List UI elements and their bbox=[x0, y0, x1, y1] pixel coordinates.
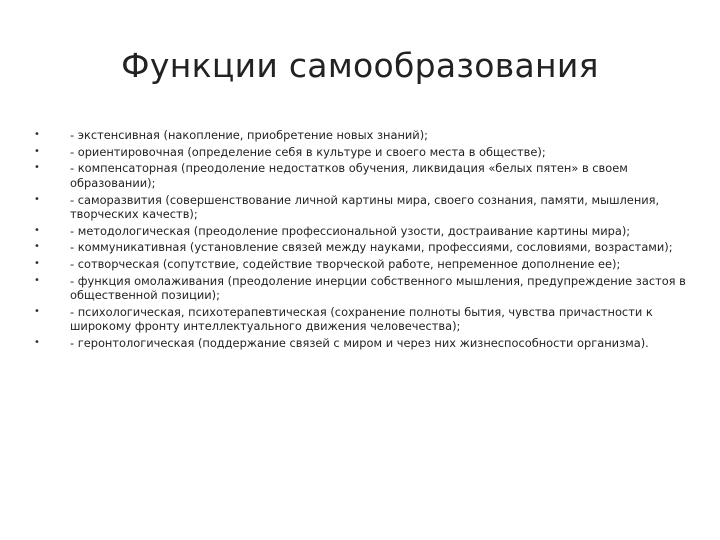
bullet-icon: • bbox=[34, 145, 40, 157]
bullet-icon: • bbox=[34, 162, 40, 174]
bullet-item bbox=[34, 305, 698, 334]
bullet-item bbox=[34, 336, 698, 350]
bullet-item bbox=[34, 161, 698, 190]
bullet-text: - компенсаторная (преодоление недостатков обучения, ликвидация «белых пятен» в своем образовании); bbox=[70, 161, 628, 190]
bullet-icon: • bbox=[34, 224, 40, 236]
bullet-text: - саморазвития (совершенствование личной картины мира, своего сознания, памяти, мышления, творческих качеств); bbox=[70, 192, 660, 221]
bullet-item bbox=[34, 128, 698, 142]
bullet-item bbox=[34, 145, 698, 159]
bullet-item bbox=[34, 224, 698, 238]
bullet-icon: • bbox=[34, 258, 40, 270]
bullet-icon: • bbox=[34, 305, 40, 317]
bullet-item bbox=[34, 257, 698, 271]
bullet-text: - геронтологическая (поддержание связей с миром и через них жизнеспособности организма). bbox=[70, 335, 649, 350]
bullet-text: - ориентировочная (определение себя в культуре и своего места в обществе); bbox=[70, 144, 546, 159]
bullet-text: - психологическая, психотерапевтическая (сохранение полноты бытия, чувства причастности к широкому фронту интеллектуального движения человечества); bbox=[70, 304, 653, 334]
bullet-list bbox=[34, 128, 698, 353]
bullet-text: - методологическая (преодоление профессиональной узости, достраивание картины мира); bbox=[70, 223, 631, 238]
bullet-item bbox=[34, 274, 698, 303]
bullet-icon: • bbox=[34, 129, 40, 140]
bullet-icon: • bbox=[34, 241, 40, 253]
bullet-icon: • bbox=[34, 336, 40, 348]
bullet-item bbox=[34, 193, 698, 222]
bullet-text: - коммуникативная (установление связей между науками, профессиями, сословиями, возрастами); bbox=[70, 240, 673, 255]
bullet-text: - сотворческая (сопутствие, содействие творческой работе, непременное дополнение ее); bbox=[70, 257, 621, 272]
bullet-item bbox=[34, 240, 698, 254]
slide-title: Функции самообразования bbox=[121, 46, 599, 85]
bullet-text: - экстенсивная (накопление, приобретение новых знаний); bbox=[70, 128, 428, 142]
bullet-icon: • bbox=[34, 274, 40, 286]
bullet-text: - функция омолаживания (преодоление инерции собственного мышления, предупреждение застоя в общественной позиции); bbox=[70, 273, 686, 303]
bullet-icon: • bbox=[34, 193, 40, 205]
